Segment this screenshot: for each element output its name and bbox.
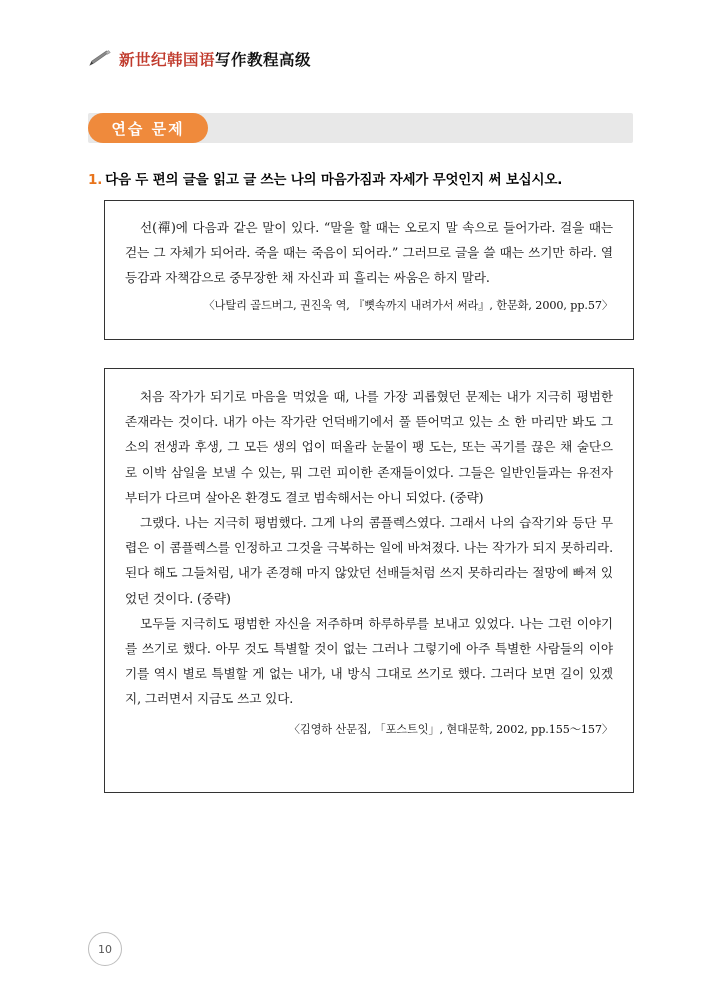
pen-icon [88, 50, 112, 68]
quote2-source: 〈김영하 산문집, 「포스트잇」, 현대문학, 2002, pp.155〜157〉 [288, 723, 613, 737]
header-title-red: 新世纪韩国语 [119, 50, 216, 69]
section-banner [88, 113, 633, 143]
quote2-paragraph-2: 그랬다. 나는 지극히 평범했다. 그게 나의 콤플렉스였다. 그래서 나의 습작기와 등단 무렵은 이 콤플렉스를 인정하고 그것을 극복하는 일에 바쳐졌다. 나는 작가가 되지 못하리라. 된다 해도 그들처럼, 내가 존경해 마지 않았던 선배들처럼 쓰지 못하리라는 절망에 빠져 있었던 것이다. (중략) [125, 514, 613, 606]
quote2-paragraph-1: 처음 작가가 되기로 마음을 먹었을 때, 나를 가장 괴롭혔던 문제는 내가 지극히 평범한 존재라는 것이다. 내가 아는 작가란 언덕배기에서 풀 뜯어먹고 있는 소 한 마리만 봐도 그 소의 전생과 후생, 그 모든 생의 업이 떠올라 눈물이 팽 도는, 또는 곡기를 끊은 채 술단으로 이박 삼일을 보낼 수 있는, 뭐 그런 피이한 존재들이었다. 그들은 일반인들과는 유전자부터가 다르며 살아온 환경도 결코 범속해서는 아니 되었다. (중략) [125, 389, 613, 505]
header-title [119, 48, 311, 70]
quote1-paragraph: 선(禪)에 다음과 같은 말이 있다. “말을 할 때는 오로지 말 속으로 들어가라. 걸을 때는 걷는 그 자체가 되어라. 죽을 때는 죽음이 되어라.” 그러므로 글을 쓸 때는 쓰기만 하라. 열등감과 자책감으로 중무장한 채 자신과 피 흘리는 싸움은 하지 말라. [125, 220, 613, 286]
quote-box-first [104, 200, 634, 340]
quote-box-second [104, 368, 634, 793]
page-number: 10 [88, 932, 122, 966]
section-banner-label: 연습 문제 [88, 113, 208, 143]
quote2-paragraph-3: 모두들 지극히도 평범한 자신을 저주하며 하루하루를 보내고 있었다. 나는 그런 이야기를 쓰기로 했다. 아무 것도 특별할 것이 없는 그러나 그렇기에 아주 특별한 사람들의 이야기를 역시 별로 특별할 게 없는 내가, 내 방식 그대로 쓰기로 했다. 그러다 보면 길이 있겠지, 그러면서 지금도 쓰고 있다. [125, 615, 613, 707]
quote1-source: 〈나탈리 골드버그, 권진욱 역, 『뼛속까지 내려가서 써라』, 한문화, 2000, pp.57〉 [203, 298, 613, 312]
question-line [88, 168, 562, 188]
question-number: 1. [88, 172, 103, 188]
document-header [88, 48, 311, 70]
header-title-black: 写作教程高级 [215, 50, 312, 69]
question-text: 다음 두 편의 글을 읽고 글 쓰는 나의 마음가짐과 자세가 무엇인지 써 보십시오. [105, 172, 563, 188]
